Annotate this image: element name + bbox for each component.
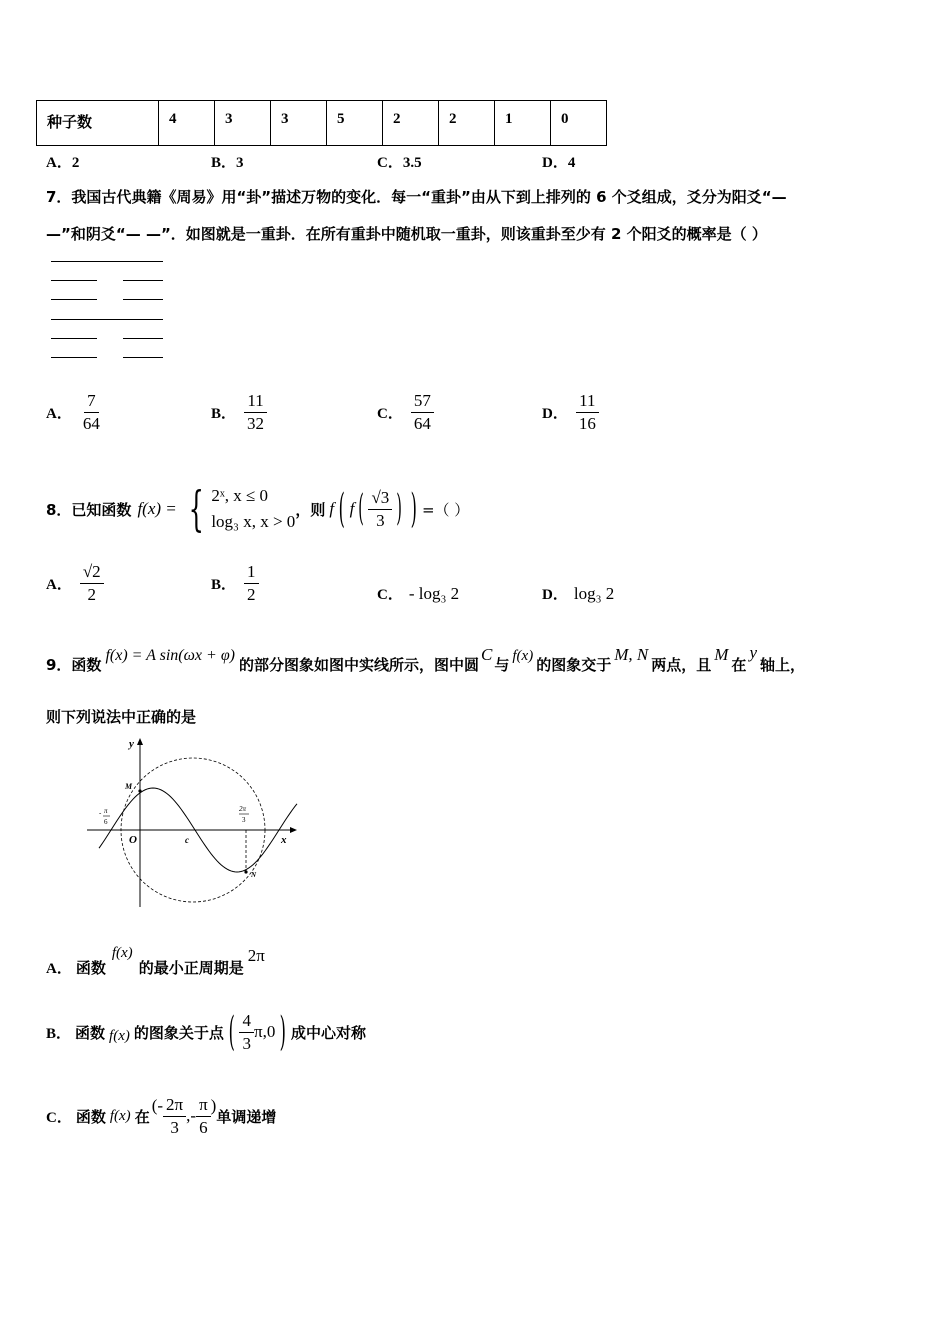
option-label: C． [377,587,403,603]
option-value: 2π [247,946,265,965]
option-fraction: $\frac{√2}{2}$ [80,561,104,606]
table-cell: 3 [271,101,327,146]
sine-circle-graph [85,735,305,910]
x-axis-arrow [290,827,297,833]
piecewise-cases [211,483,295,535]
option-label: A． [46,961,72,977]
q8-option-b[interactable] [211,561,259,606]
paren-open: ( [338,486,345,532]
table-cell: 2 [439,101,495,146]
n-label: N [251,871,257,879]
yang-line [51,319,163,320]
q6-option-c[interactable] [377,151,422,172]
option-label: D． [542,587,568,603]
yin-line-left [51,338,97,339]
yin-line-left [51,299,97,300]
q9-stem-line1 [46,645,805,675]
sqrt3-over-3: $\frac{√3}{3}$ [368,487,392,532]
table-cell: 4 [159,101,215,146]
option-text: 的图象关于点 [133,1023,224,1042]
option-fraction: $\frac{7}{64}$ [82,391,100,433]
q7-option-c[interactable] [377,390,434,435]
q7-stem-line1: 7．我国古代典籍《周易》用“卦”描述万物的变化．每一“重卦”由从下到上排列的 6 个爻组成，爻分为阳爻“— [46,188,787,206]
option-label: A． [46,155,72,171]
q7-option-a[interactable] [46,390,103,435]
q9-option-b[interactable] [46,1006,366,1058]
q6-option-d[interactable] [542,151,575,172]
q9-text: 轴上， [759,656,805,674]
case-1: 2ˣ, x ≤ 0 [211,486,269,505]
q7-option-b[interactable] [211,390,267,435]
comma: , [186,1106,191,1125]
interval-open: ( [151,1096,158,1115]
minus-sign: - [190,1106,197,1125]
y-label: y [129,738,134,750]
table-cell: 5 [327,101,383,146]
table-cell: 3 [215,101,271,146]
q8-mid-text: ，则 [295,500,326,519]
two-pi-num: 2π [239,805,247,813]
fx-symbol: f(x) [109,1107,131,1124]
q6-option-a[interactable] [46,151,79,172]
m-label: M [125,782,133,791]
yin-line-left [51,280,97,281]
q8-tail: =（ ） [421,500,470,519]
fx-symbol: f(x) [111,945,133,961]
points-mn: M, N [614,645,649,664]
piecewise-definition [181,483,296,535]
table-row [37,101,607,146]
q9-text: 两点，且 [651,656,712,674]
q9-text: 在 [731,656,747,674]
neg-pi-num: π [104,807,108,815]
case-2: log₃ x, x > 0 [211,512,296,531]
seed-table [36,100,607,146]
option-label: D． [542,406,568,422]
option-text: 函数 [75,1023,106,1042]
paren-open: ( [228,1009,235,1055]
q8-option-a[interactable] [46,561,104,606]
option-value: 4 [567,155,576,171]
yin-line-right [123,338,163,339]
circle-c: C [481,645,493,664]
option-value: 2 [71,155,80,171]
option-fraction: $\frac{57}{64}$ [411,390,434,435]
option-label: B． [211,577,237,593]
table-header-cell: 种子数 [37,101,159,146]
option-value: 3.5 [402,155,422,171]
neg-pi-den: 6 [104,818,108,826]
q9-prefix: 9．函数 [46,656,102,674]
option-label: A． [46,577,72,593]
option-label: B． [46,1025,72,1042]
q8-option-c[interactable] [377,583,459,604]
option-fraction: $\frac{4}{3}$ [239,1010,254,1055]
y-symbol: y [749,643,757,662]
option-text: 成中心对称 [290,1023,366,1042]
q6-option-b[interactable] [211,151,244,172]
option-label: B． [211,406,237,422]
q9-option-c[interactable] [46,1090,276,1142]
option-label: C． [46,1109,72,1126]
q8-stem [46,478,469,540]
interval-close: ) [210,1096,217,1115]
origin-label: O [129,834,137,846]
neg-sign: - [99,809,102,817]
option-value: - log₃ 2 [408,583,460,603]
option-label: C． [377,406,403,422]
paren-close: ) [411,486,418,532]
table-cell: 2 [383,101,439,146]
option-label: B． [211,155,237,171]
option-label: D． [542,155,568,171]
minus-sign: - [157,1096,164,1115]
inner-f: f [349,499,355,518]
point-m-mark [138,789,141,792]
yang-line [51,261,163,262]
yin-line-right [123,280,163,281]
q9-stem-line2: 则下列说法中正确的是 [46,708,197,726]
q8-function: f(x) = [137,499,177,518]
q9-function: f(x) = A sin(ωx + φ) [105,647,236,664]
fx-symbol: f(x) [109,1027,130,1044]
point-m: M [714,645,729,664]
option-text: 的最小正周期是 [138,959,244,977]
yin-line-right [123,299,163,300]
option-fraction: $\frac{11}{16}$ [576,390,599,435]
q9-text: 与 [494,656,510,674]
c-label: c [185,835,189,845]
option-value: 3 [236,155,244,171]
paren-close: ) [280,1009,287,1055]
option-label: A． [46,406,72,422]
option-text: 函数 [75,1107,106,1126]
yin-line-right [123,357,163,358]
q9-option-a[interactable] [46,944,265,978]
option-value: log₃ 2 [573,583,615,603]
q9-text: 的部分图象如图中实线所示，图中圆 [239,656,480,674]
option-label: C． [377,155,403,171]
q9-text: 的图象交于 [536,656,612,674]
option-value: π,0 [253,1022,276,1041]
option-fraction: $\frac{\pi}{6}$ [196,1094,211,1139]
paren-close: ) [396,488,403,529]
fx-symbol: f(x) [512,648,534,664]
option-fraction: $\frac{2\pi}{3}$ [163,1094,186,1139]
point-n-mark [244,870,247,873]
q7-option-d[interactable] [542,390,599,435]
x-label: x [281,834,287,846]
q8-option-d[interactable] [542,583,614,604]
option-fraction: $\frac{11}{32}$ [244,390,267,435]
table-cell: 1 [495,101,551,146]
left-brace: { [188,481,204,537]
paren-open: ( [358,488,365,529]
option-text: 单调递增 [216,1107,277,1126]
table-cell: 0 [551,101,607,146]
y-axis-arrow [137,738,143,745]
outer-f: f [329,499,335,518]
q7-stem-line2: —”和阴爻“— —”．如图就是一重卦．在所有重卦中随机取一重卦，则该重卦至少有 2 个阳爻的概率是（ ） [46,225,767,243]
option-text: 在 [134,1107,150,1126]
yin-line-left [51,357,97,358]
q8-prefix: 8．已知函数 [46,500,132,519]
two-pi-den: 3 [242,816,246,824]
option-fraction: $\frac{1}{2}$ [244,561,259,606]
option-text: 函数 [75,959,106,977]
